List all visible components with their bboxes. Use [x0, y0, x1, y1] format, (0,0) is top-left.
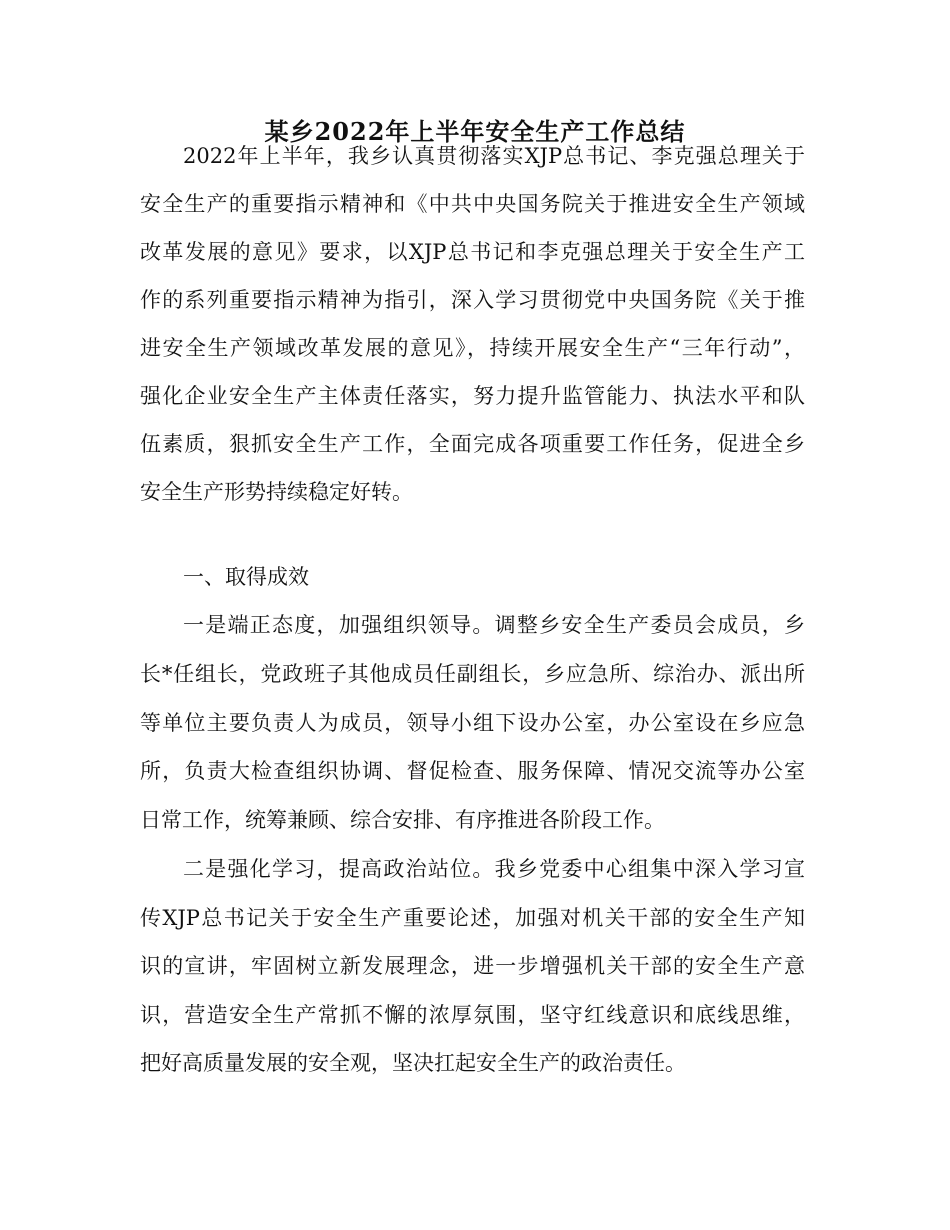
paragraph-line: 长*任组长，党政班子其他成员任副组长，乡应急所、综治办、派出所 [140, 662, 805, 686]
document-title: 某乡2022年上半年安全生产工作总结 [264, 117, 686, 146]
paragraph-line: 改革发展的意见》要求，以XJP总书记和李克强总理关于安全生产工 [140, 240, 805, 264]
paragraph-line: 所，负责大检查组织协调、督促检查、服务保障、情况交流等办公室 [140, 759, 805, 783]
section-heading: 一、取得成效 [183, 565, 309, 589]
paragraph-line: 把好高质量发展的安全观，坚决扛起安全生产的政治责任。 [140, 1051, 686, 1075]
paragraph-line: 日常工作，统筹兼顾、综合安排、有序推进各阶段工作。 [140, 808, 665, 832]
paragraph-line: 作的系列重要指示精神为指引，深入学习贯彻党中央国务院《关于推 [140, 288, 805, 312]
paragraph-line: 安全生产的重要指示精神和《中共中央国务院关于推进安全生产领域 [140, 192, 805, 216]
paragraph-line: 传XJP总书记关于安全生产重要论述，加强对机关干部的安全生产知 [140, 906, 805, 930]
paragraph-line: 识的宣讲，牢固树立新发展理念，进一步增强机关干部的安全生产意 [140, 954, 805, 978]
paragraph-line: 二是强化学习，提高政治站位。我乡党委中心组集中深入学习宣 [183, 857, 805, 881]
paragraph-line: 安全生产形势持续稳定好转。 [140, 480, 413, 504]
paragraph-line: 识，营造安全生产常抓不懈的浓厚氛围，坚守红线意识和底线思维， [140, 1003, 805, 1027]
paragraph-line: 伍素质，狠抓安全生产工作，全面完成各项重要工作任务，促进全乡 [140, 432, 805, 456]
paragraph-line: 2022年上半年，我乡认真贯彻落实XJP总书记、李克强总理关于 [183, 144, 805, 168]
paragraph-line: 强化企业安全生产主体责任落实，努力提升监管能力、执法水平和队 [140, 384, 805, 408]
paragraph-line: 一是端正态度，加强组织领导。调整乡安全生产委员会成员，乡 [183, 613, 805, 637]
paragraph-line: 进安全生产领域改革发展的意见》，持续开展安全生产“三年行动”， [140, 336, 805, 360]
paragraph-line: 等单位主要负责人为成员，领导小组下设办公室，办公室设在乡应急 [140, 711, 805, 735]
